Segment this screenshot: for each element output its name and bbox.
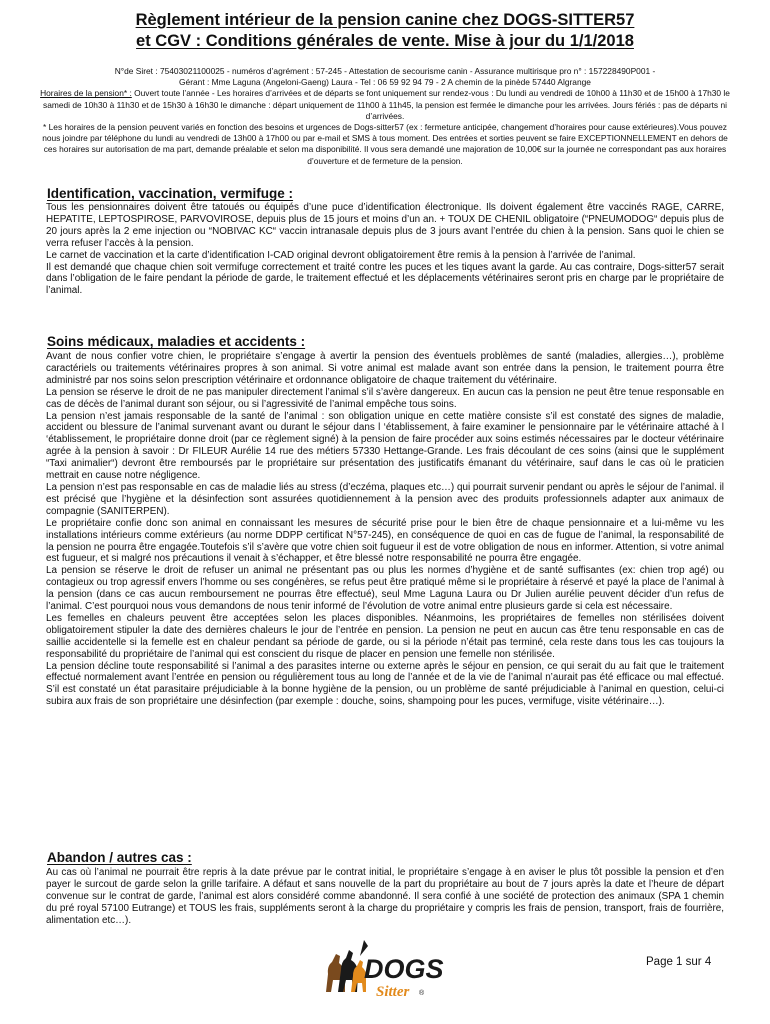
section-body-abandon bbox=[46, 867, 724, 927]
dog-silhouettes-icon bbox=[326, 940, 368, 992]
hours-label: Horaires de la pension* : bbox=[40, 88, 132, 99]
opening-hours bbox=[40, 88, 730, 122]
section-heading-soins: Soins médicaux, maladies et accidents : bbox=[47, 334, 306, 349]
paragraph: La pension se réserve le droit de refuser un animal ne présentant pas ou plus les normes d’hygiène et de santé suffisantes (ex: chien trop agé) ou contagieux ou trop agressif envers l’homme ou ses congénères, se refus peut être pratiqué même si le propriétaire à réservé et payé la place de l’animal à la pension (dans ce cas aucun remboursement ne pourras être effectué), seul Mme Laguna Laura ou Dr Julien aurélie peuvent décider d’un refus de l’animal. C’est pourquoi nous vous demandons de nous tenir informé de l’évolution de votre animal entre plusieurs garde si cela est nécessaire. bbox=[46, 565, 724, 613]
logo-registered-mark: ® bbox=[419, 990, 425, 997]
paragraph: Le carnet de vaccination et la carte d’identification I-CAD original devront obligatoirement être remis à la pension à l’arrivée de l’animal. bbox=[46, 249, 636, 261]
paragraph: Avant de nous confier votre chien, le propriétaire s’engage à avertir la pension des éventuels problèmes de santé (maladies, allergies…), problème caractériels ou traitements vétérinaires propres à son animal. Si votre animal est malade avant son entrée dans la pension, le traitement pourra être administré par nos soins selon prescription vétérinaire et ordonnance obligatoire de chaque traitement du vétérinaire. bbox=[46, 351, 724, 386]
page-number: Page 1 sur 4 bbox=[646, 956, 712, 968]
title-line-1: Règlement intérieur de la pension canine chez DOGS-SITTER57 bbox=[135, 11, 635, 29]
company-line-2: Gérant : Mme Laguna (Angeloni-Gaeng) Laura - Tel : 06 59 92 94 79 - 2 A chemin de la pinède 57440 Algrange bbox=[179, 77, 591, 88]
paragraph: Tous les pensionnaires doivent être tatoués ou équipés d’une puce d’identification électronique. Ils doivent également être vaccinés RAGE, CARRE, HEPATITE, LEPTOSPIROSE, PARVOVIROSE, depuis plus de 15 jours et moins d’un an. + TOUX DE CHENIL obligatoire (“PNEUMODOG“ depuis plus de 20 jours après la 2 eme injection ou “NOBIVAC KC“ vaccin intranasale depuis plus de 3 jours avant l’entrée du chien à la pension. Sans quoi le chien se verra refuser l’accès à la pension. bbox=[46, 202, 724, 249]
paragraph: La pension décline toute responsabilité si l’animal a des parasites interne ou externe après le séjour en pension, ce qui serait du au fait que le traitement effectué normalement avant l’entrée en pension ou régulièrement tous au long de l’année et de la vie de l’animal n’aurait pas été efficace ou mal effectué. S’il est constaté un état parasitaire préjudiciable à la bonne hygiène de la pension, ou un problème de santé préjudiciable à l’animal en question, celui-ci subira aux frais de son propriétaire une désinfection (par exemple : douche, soins, shampoing pour les puces, vermifuge, visite vétérinaire…). bbox=[46, 660, 724, 708]
section-body-identification bbox=[46, 202, 724, 297]
hours-note: * Les horaires de la pension peuvent variés en fonction des besoins et urgences de Dogs-sitter57 (ex : fermeture anticipée, changement d’horaires pour cause extérieures).Vous pouvez nous joindre par téléphone du lundi au vendredi de 13h00 à 17h00 ou par e-mail et SMS à tous moment. Des entrées et sorties peuvent se faire EXCEPTIONNELLEMENT en dehors de ces horaires sur autorisation de ma part, demande préalable et selon ma disponibilité. Il vous sera demandé une majoration de 10,00€ sur la journée ne correspondant pas aux horaires d’ouverture et de fermeture de la pension. bbox=[42, 122, 728, 166]
paragraph: Le propriétaire confie donc son animal en connaissant les mesures de sécurité prise pour le bien être de chaque pensionnaire et a lui-même vu les installations intérieurs comme extérieurs (au norme DDPP certificat N°57-245), en conséquence de quoi en cas de fugue de l’animal, la responsabilité de la pension ne pourra être engagée.Toutefois s’il s’avère que votre chien soit fugueur il est de votre obligation de nous en informer. Attention, si votre animal est fugueur, et si malgré nos précautions il venait à s’échapper, et être blessé notre responsabilité ne pourra être engagée. bbox=[46, 517, 724, 565]
paragraph: Au cas où l’animal ne pourrait être repris à la date prévue par le contrat initial, le propriétaire s’engage à en aviser le plus tôt possible la pension et d’en payer le surcout de garde selon la grille tarifaire. A défaut et sans nouvelle de la part du propriétaire au bout de 7 jours après la date et l’heure de départ convenue sur le contrat de garde, l’animal est alors considéré comme abandonné. Il sera confié à une société de protection des animaux (SPA 1 chemin du pré royal 57100 Eutrange) et TOUS les frais, suppléments seront à la charge du propriétaire y compris les frais de pension, transport, frais de fourrière, alimentation etc…). bbox=[46, 867, 724, 926]
section-heading-identification: Identification, vaccination, vermifuge : bbox=[47, 186, 294, 201]
dogs-sitter-logo bbox=[318, 936, 446, 1006]
company-line-1: N°de Siret : 75403021100025 - numéros d’agrément : 57-245 - Attestation de secourisme canin - Assurance multirisque pro n° : 157228490P001 - bbox=[114, 66, 656, 76]
document-title bbox=[0, 10, 770, 52]
title-line-2: et CGV : Conditions générales de vente. Mise à jour du 1/1/2018 bbox=[136, 32, 634, 50]
company-info bbox=[40, 66, 730, 167]
paragraph: La pension se réserve le droit de ne pas manipuler directement l’animal s’il s’avère dangereux. En aucun cas la pension ne peut être tenue responsable en cas de décès de l’animal durant son séjour, ou si l’agressivité de l’animal empêche tous soins. bbox=[46, 386, 724, 410]
paragraph: Les femelles en chaleurs peuvent être acceptées selon les places disponibles. Néanmoins, les propriétaires de femelles non stérilisées doivent obligatoirement stipuler la date des dernières chaleurs le jour de l’entrée en pension. La pension ne peut en aucun cas être tenu responsable en cas de saillie accidentelle si la femelle est en chaleur pendant sa période de garde, ou si la période n’était pas terminé, cela reste dans tous les cas toujours la responsabilité du propriétaire de l’animal qui est conscient du risque de placer en pension une femelle non stérilisée. bbox=[46, 612, 724, 660]
section-body-soins bbox=[46, 351, 724, 708]
hours-text: Ouvert toute l’année - Les horaires d’arrivées et de départs se font uniquement sur rendez-vous : Du lundi au vendredi de 10h00 à 11h30 et de 15h00 à 17h30 le samedi de 10h30 à 11h30 et de 15h30 à 16h30 le dimanche : départ uniquement de 11h00 à 11h45, la pension est fermée le dimanche pour les arrivées. Jours fériés : pas de départs ni d’arrivées. bbox=[43, 88, 730, 121]
logo-subword: Sitter bbox=[376, 984, 410, 1000]
paragraph: La pension n’est pas responsable en cas de maladie liés au stress (d’eczéma, plaques etc…) qui pourrait survenir pendant ou après le séjour de l’animal. il est précisé que l’hygiène et la désinfection sont assurées quotidiennement à la pension avec des produits professionnels adapter aux animaux de compagnie (SANITERPEN). bbox=[46, 481, 724, 517]
paragraph: La pension n’est jamais responsable de la santé de l’animal : son obligation unique en cette matière consiste s’il est constaté des signes de maladie, accident ou blessure de l’animal survenant avant ou durant le séjour dans l ‘établissement, à faire examiner le pensionnaire par le vétérinaire attaché à l ‘établissement, le propriétaire donne droit (par ce règlement signé) à la pension de faire procéder aux soins estimés nécessaires par le docteur vétérinaire agrée à la pension à savoir : Dr FILEUR Aurélie 14 rue des métiers 57330 Hettange-Grande. Les frais découlant de ces soins (ainsi que le supplément “Taxi animalier“) devront être remboursés par le propriétaire sur présentation des justificatifs émanant du vétérinaire, sauf dans le cas où le praticien mettrait en cause notre négligence. bbox=[46, 410, 724, 482]
logo-word: DOGS bbox=[364, 954, 444, 984]
section-heading-abandon: Abandon / autres cas : bbox=[47, 850, 192, 865]
paragraph: Il est demandé que chaque chien soit vermifuge correctement et traité contre les puces et les tiques avant la garde. Au cas contraire, Dogs-sitter57 serait dans l’obligation de le faire pendant la période de garde, le traitement effectué et les déplacements vétérinaires seront pris en charge par le propriétaire de l’animal. bbox=[46, 261, 724, 297]
